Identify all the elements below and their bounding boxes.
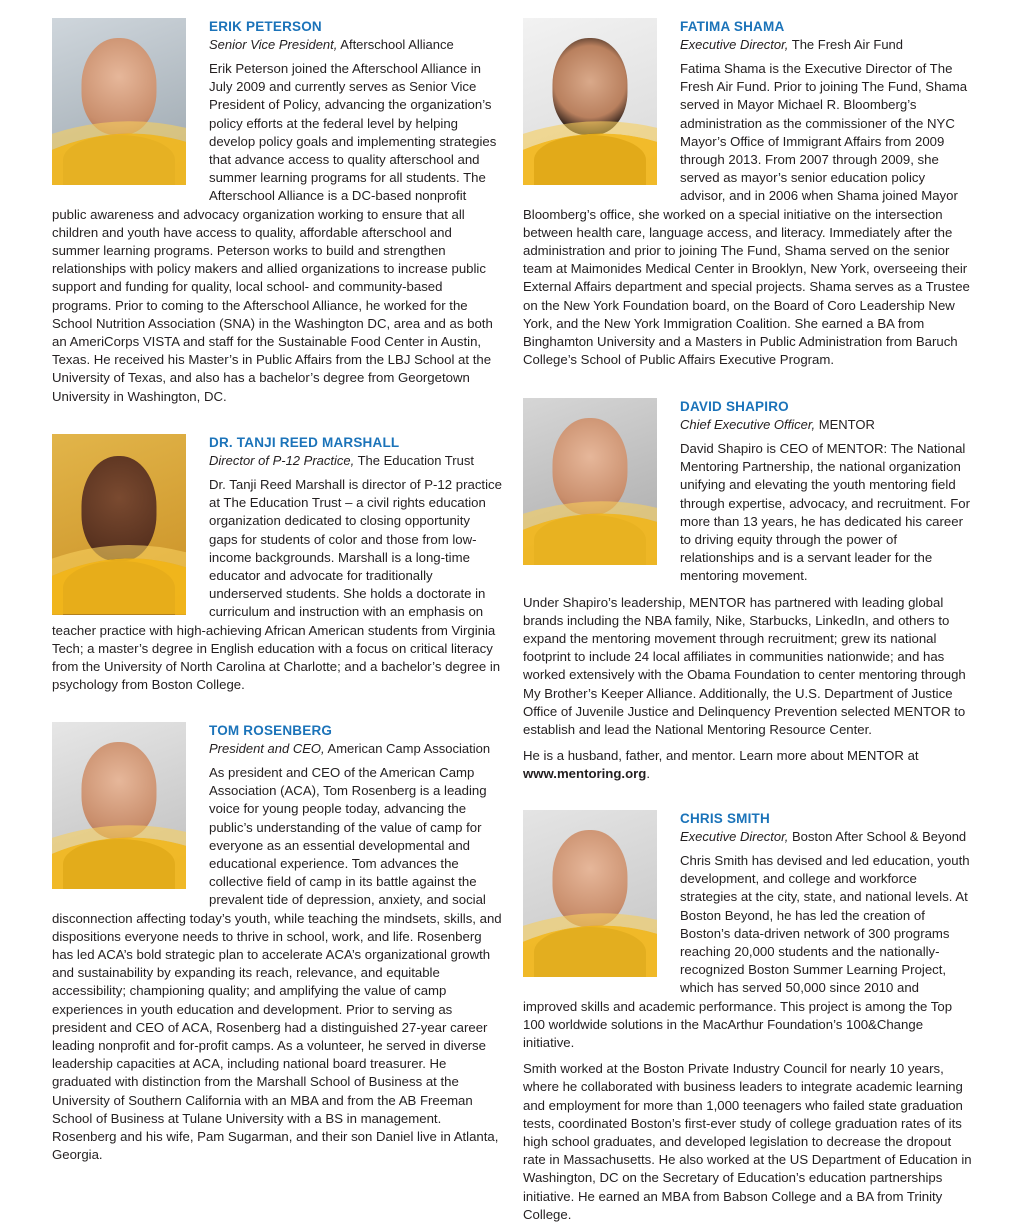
portrait-erik-peterson: [52, 18, 186, 185]
gold-wave-band: [52, 112, 186, 185]
bio-role: Chief Executive Officer,: [680, 417, 816, 432]
bio-paragraph: Erik Peterson joined the Afterschool Alliance in July 2009 and currently serves as Senior Vice President of Policy, advancing the organization’s policy efforts at the federal level by helping develop policy goals and implementing strategies that advance access to quality afterschool and summer learning programs for all students. The Afterschool Alliance is a DC-based nonprofit public awareness and advocacy organization working to ensure that all children and youth have access to quality, affordable afterschool and summer learning programs. Peterson works to build and strengthen relationships with policy makers and allied organizations to increase public support and funding for quality, local school- and community-based programs. Prior to coming to the Afterschool Alliance, he worked for the School Nutrition Association (SNA) in the Washington DC, area and as both an AmeriCorps VISTA and staff for the Sustainable Food Center in Austin, Texas. He received his Master’s in Public Affairs from the LBJ School at the University of Texas, and also has a bachelor’s degree from Georgetown University in Washington, DC.: [52, 61, 497, 404]
bio-name: TOM ROSENBERG: [209, 723, 333, 738]
bio-tanji-reed-marshall: [52, 434, 502, 694]
gold-wave-band: [523, 492, 657, 565]
gold-wave-band: [52, 816, 186, 889]
bio-role: Director of P-12 Practice,: [209, 453, 355, 468]
bio-name: DAVID SHAPIRO: [680, 399, 789, 414]
bio-name: ERIK PETERSON: [209, 19, 322, 34]
bio-organization: Boston After School & Beyond: [788, 829, 967, 844]
bio-role: President and CEO,: [209, 741, 325, 756]
bio-name: FATIMA SHAMA: [680, 19, 785, 34]
bio-closing: [523, 747, 973, 783]
bio-paragraph: David Shapiro is CEO of MENTOR: The National Mentoring Partnership, the national organization unifying and elevating the youth mentoring field through expertise, advocacy, and recruitment. For more than 13 years, he has dedicated his career to driving equity through the power of relationships and is a servant leader for the mentoring movement.: [680, 441, 971, 584]
bio-closing-end: .: [646, 766, 650, 782]
bio-paragraph: Chris Smith has devised and led education, youth development, and college and workforce strategies at the city, state, and national levels. At Boston Beyond, he has led the creation of Boston’s data-driven network of 300 programs reaching 20,000 students and the nationally-recognized Boston Summer Learning Project, which has served 50,000 since 2010 and improved skills and academic performance. This project is among the Top 100 worldwide solutions in the MacArthur Foundation’s 100&Change initiative.: [523, 853, 970, 1051]
portrait-fatima-shama: [523, 18, 657, 185]
bio-closing-text: He is a husband, father, and mentor. Learn more about MENTOR at: [523, 748, 919, 764]
bio-organization: American Camp Association: [324, 741, 491, 756]
bio-name: DR. TANJI REED MARSHALL: [209, 435, 400, 450]
gold-wave-band: [52, 535, 186, 615]
portrait-chris-smith: [523, 810, 657, 977]
bio-tom-rosenberg: [52, 722, 502, 1164]
bio-name: CHRIS SMITH: [680, 811, 770, 826]
bio-role: Executive Director,: [680, 829, 789, 844]
bio-paragraph: Smith worked at the Boston Private Industry Council for nearly 10 years, where he collaborated with business leaders to integrate academic learning and employment for more than 1,000 teenagers who failed state graduation tests, coordinated Boston’s first-ever study of college graduation rates of its high school graduates, and developed legislation to decrease the dropout rate in Massachusetts. He also worked at the US Department of Education in Washington, DC on the Secretary of Education’s education partnerships initiative. He earned an MBA from Babson College and a BA from Trinity College.: [523, 1061, 972, 1222]
bio-organization: The Fresh Air Fund: [788, 37, 904, 52]
bio-paragraph: Under Shapiro’s leadership, MENTOR has partnered with leading global brands including the NBA family, Nike, Starbucks, LinkedIn, and others to expand the mentoring movement through recruitment; grew its national footprint to include 24 local affiliates in communities nationwide; and has worked extensively with the Obama Foundation to center mentoring through My Brother’s Keeper Alliance. Additionally, the U.S. Department of Justice Office of Juvenile Justice and Delinquency Prevention selected MENTOR to establish and lead the National Mentoring Resource Center.: [523, 594, 966, 738]
bio-role: Executive Director,: [680, 37, 789, 52]
bio-erik-peterson: [52, 18, 502, 406]
bio-organization: The Education Trust: [354, 453, 474, 468]
gold-wave-band: [523, 112, 657, 185]
bio-chris-smith: [523, 810, 973, 1224]
gold-wave-band: [523, 904, 657, 977]
bio-organization: MENTOR: [815, 417, 875, 432]
bio-organization: Afterschool Alliance: [337, 37, 454, 52]
bio-fatima-shama: [523, 18, 973, 369]
bio-david-shapiro: [523, 398, 973, 784]
bio-paragraph: Dr. Tanji Reed Marshall is director of P-12 practice at The Education Trust – a civil rights education organization dedicated to closing opportunity gaps for students of color and those from low-income backgrounds. Marshall is a long-time educator and advocate for traditionally underserved students. She holds a doctorate in curriculum and instruction with an emphasis on teacher practice with high-achieving African American students from Virginia Tech; a master’s degree in English education with a focus on critical literacy from the University of North Carolina at Charlotte; and a bachelor’s degree in psychology from Boston College.: [52, 477, 502, 693]
mentoring-website-link[interactable]: www.mentoring.org: [523, 766, 647, 782]
bio-paragraph: As president and CEO of the American Camp Association (ACA), Tom Rosenberg is a leading voice for young people today, advancing the public’s understanding of the value of camp for everyone as an essential developmental and educational experience. Tom advances the collective field of camp in its battle against the prevalent tide of depression, anxiety, and social disconnection affecting today’s youth, while teaching the mindsets, skills, and dispositions everyone needs to thrive in school, work, and life. Rosenberg has led ACA’s bold strategic plan to accelerate ACA’s organizational growth and sustainability by expanding its reach, relevance, and equitable accessibility; championing quality; and amplifying the value of camp experiences in youth education and development. Prior to serving as president and CEO of ACA, Rosenberg had a distinguished 27-year career leading nonprofit and for-profit camps. As a volunteer, he served in diverse leadership capacities at ACA, including national board treasurer. He graduated with distinction from the Marshall School of Business at the University of Southern California with an MBA and from the AB Freeman School of Business at Tulane University with a BS in management. Rosenberg and his wife, Pam Sugarman, and their son Daniel live in Atlanta, Georgia.: [52, 765, 502, 1163]
bio-paragraph: Fatima Shama is the Executive Director of The Fresh Air Fund. Prior to joining The Fund, Shama served in Mayor Michael R. Bloomberg’s administration as the commissioner of the NYC Mayor’s Office of Immigrant Affairs from 2009 through 2013. From 2007 through 2009, she served as mayor’s senior education policy advisor, and in 2006 when Shama joined Mayor Bloomberg’s office, she worked on a special initiative on the intersection between health care, language access, and literacy. Immediately after the administration and prior to joining The Fund, Shama served on the senior team at Maimonides Medical Center in Brooklyn, New York, overseeing their External Affairs department and special projects. Shama serves as a Trustee on the New York Foundation board, on the Board of Coro Leadership New York, and the New York Immigration Coalition. She earned a BA from Binghamton University and a Masters in Public Administration from Baruch College’s School of Public Affairs Executive Program.: [523, 61, 970, 368]
portrait-tanji-reed-marshall: [52, 434, 186, 615]
bio-role: Senior Vice President,: [209, 37, 338, 52]
portrait-tom-rosenberg: [52, 722, 186, 889]
portrait-david-shapiro: [523, 398, 657, 565]
